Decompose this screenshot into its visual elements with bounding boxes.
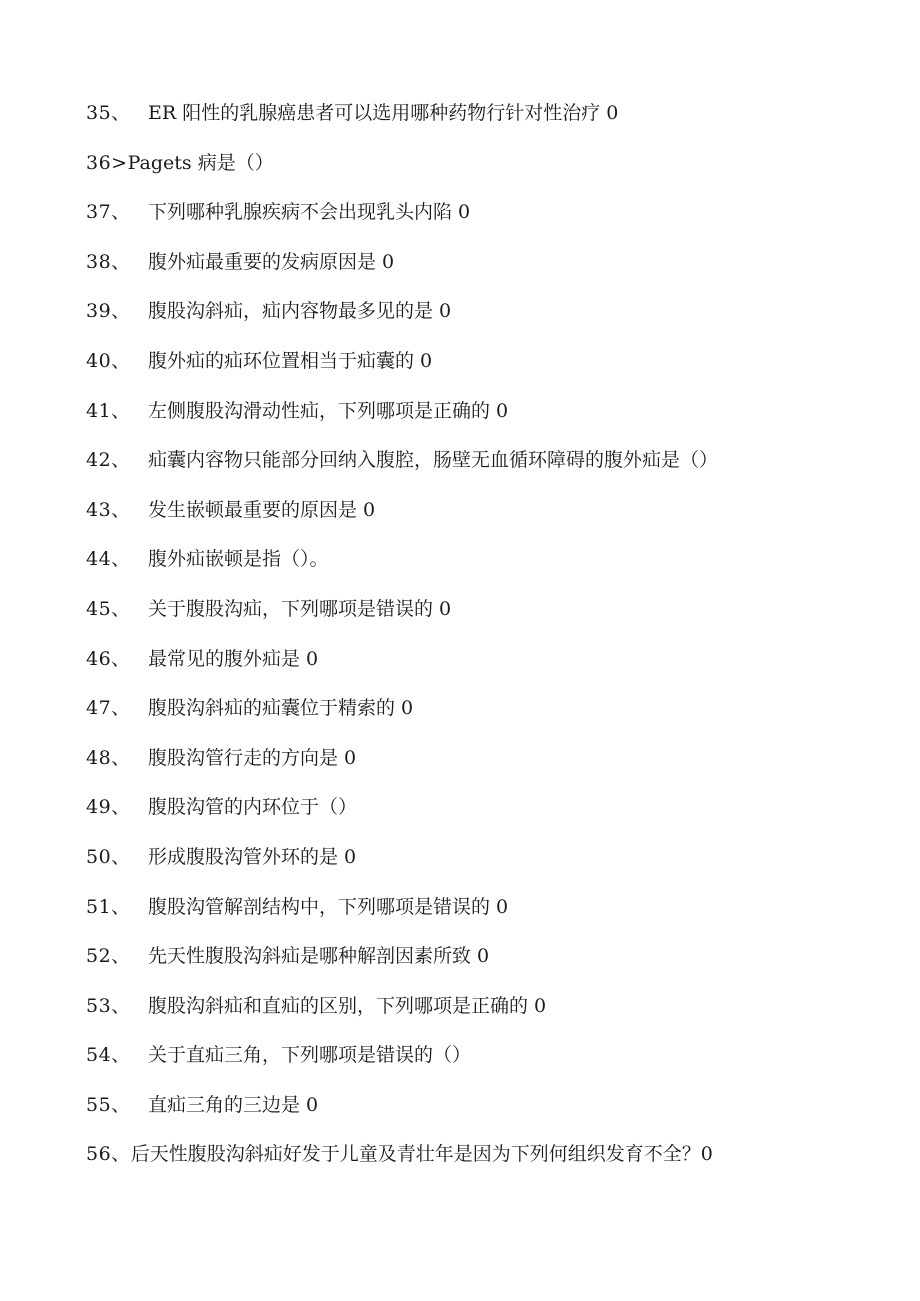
question-item [86, 1090, 906, 1140]
question-item [86, 197, 906, 247]
question-item [86, 247, 906, 297]
question-text: 先天性腹股沟斜疝是哪种解剖因素所致 0 [148, 945, 490, 968]
question-item [86, 941, 906, 991]
question-number: 49、 [86, 796, 131, 819]
question-number: 53、 [86, 994, 131, 1017]
question-text: ER 阳性的乳腺癌患者可以选用哪种药物行针对性治疗 0 [148, 102, 619, 124]
question-list [86, 98, 906, 1189]
question-text: 腹股沟管解剖结构中，下列哪项是错误的 0 [148, 895, 509, 918]
question-number: 47、 [86, 697, 131, 720]
question-number: 51、 [86, 895, 131, 918]
question-item [86, 346, 906, 396]
question-text: 关于直疝三角，下列哪项是错误的（） [148, 1044, 472, 1067]
question-item [86, 792, 906, 842]
question-text: 最常见的腹外疝是 0 [148, 647, 319, 670]
question-item [86, 892, 906, 942]
question-number: 54、 [86, 1044, 131, 1067]
question-item [86, 693, 906, 743]
question-number: 44、 [86, 548, 131, 571]
question-item [86, 1139, 906, 1189]
question-number: 56、 [86, 1143, 131, 1166]
question-item [86, 495, 906, 545]
question-item [86, 544, 906, 594]
question-number: 37、 [86, 201, 131, 224]
question-text: 腹股沟斜疝的疝囊位于精索的 0 [148, 697, 414, 720]
question-text: 腹外疝嵌顿是指（）。 [148, 548, 329, 571]
question-number: 48、 [86, 746, 131, 769]
question-text: 腹股沟管的内环位于（） [148, 796, 358, 819]
question-text: 腹股沟斜疝和直疝的区别，下列哪项是正确的 0 [148, 994, 547, 1017]
question-number: 41、 [86, 399, 131, 422]
question-item [86, 594, 906, 644]
question-number: 45、 [86, 597, 131, 620]
question-item [86, 842, 906, 892]
question-text: 腹股沟管行走的方向是 0 [148, 746, 357, 769]
question-text: 发生嵌顿最重要的原因是 0 [148, 498, 376, 521]
question-text: 左侧腹股沟滑动性疝，下列哪项是正确的 0 [148, 399, 509, 422]
question-text: 疝囊内容物只能部分回纳入腹腔，肠壁无血循环障碍的腹外疝是（） [148, 449, 719, 472]
question-number: 46、 [86, 647, 131, 670]
question-text: 后天性腹股沟斜疝好发于儿童及青壮年是因为下列何组织发育不全？0 [130, 1143, 713, 1166]
question-item [86, 445, 906, 495]
question-number: 40、 [86, 349, 131, 372]
question-text: 关于腹股沟疝，下列哪项是错误的 0 [148, 597, 452, 620]
question-number: 39、 [86, 300, 131, 323]
question-number: 52、 [86, 945, 131, 968]
question-number: 35、 [86, 102, 131, 124]
question-text: 下列哪种乳腺疾病不会出现乳头内陷 0 [148, 201, 471, 224]
question-item [86, 1040, 906, 1090]
question-text: Pagets 病是（） [127, 151, 274, 174]
question-item [86, 148, 906, 198]
question-item [86, 296, 906, 346]
question-number: 42、 [86, 449, 131, 472]
question-number: 38、 [86, 250, 131, 273]
question-text: 腹外疝最重要的发病原因是 0 [148, 250, 395, 273]
question-item [86, 98, 906, 148]
question-item [86, 644, 906, 694]
question-item [86, 991, 906, 1041]
question-item [86, 743, 906, 793]
question-text: 形成腹股沟管外环的是 0 [148, 845, 357, 868]
question-number: 43、 [86, 498, 131, 521]
question-number: 55、 [86, 1093, 131, 1116]
question-number: 36> [86, 151, 128, 174]
question-text: 直疝三角的三边是 0 [148, 1093, 319, 1116]
question-item [86, 396, 906, 446]
question-text: 腹外疝的疝环位置相当于疝囊的 0 [148, 349, 433, 372]
question-number: 50、 [86, 845, 131, 868]
question-text: 腹股沟斜疝，疝内容物最多见的是 0 [148, 300, 452, 323]
